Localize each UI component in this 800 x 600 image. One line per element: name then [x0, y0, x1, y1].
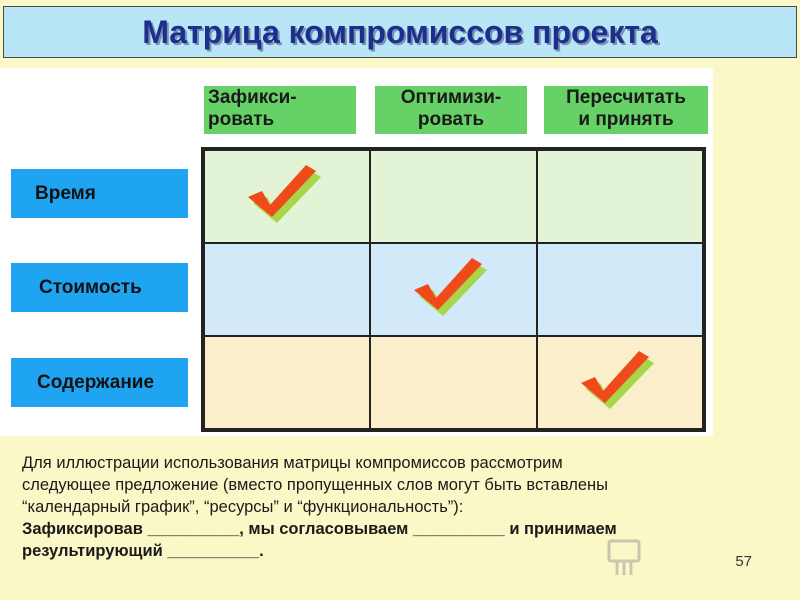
column-header-fix: Зафикси- ровать [204, 86, 356, 134]
checkmark-icon [411, 252, 491, 322]
row-header-time: Время [11, 169, 188, 218]
matrix-cell [537, 150, 703, 243]
matrix-cell [537, 336, 703, 429]
checkmark-icon [245, 159, 325, 229]
paragraph-line-3: “календарный график”, “ресурсы” и “функциональность”): [22, 498, 464, 516]
tradeoff-matrix [201, 147, 706, 432]
row-header-cost: Стоимость [11, 263, 188, 312]
paragraph-line-4: Зафиксировав __________, мы согласовываем __________ и принимаем [22, 520, 617, 538]
paragraph-line-5: результирующий __________. [22, 542, 264, 560]
row-header-scope: Содержание [11, 358, 188, 407]
matrix-cell [370, 243, 536, 336]
matrix-cell [537, 243, 703, 336]
checkmark-icon [578, 345, 658, 415]
slide-number: 57 [735, 553, 752, 570]
title-bar [3, 6, 797, 58]
column-header-optimize: Оптимизи- ровать [375, 86, 527, 134]
matrix-cell [204, 336, 370, 429]
watermark-icon [603, 537, 645, 579]
matrix-cell [370, 150, 536, 243]
column-header-recalc: Пересчитать и принять [544, 86, 708, 134]
page-title: Матрица компромиссов проекта [142, 13, 658, 50]
matrix-cell [204, 150, 370, 243]
paragraph-line-1: Для иллюстрации использования матрицы компромиссов рассмотрим [22, 454, 563, 472]
explanation-text [22, 452, 782, 562]
paragraph-line-2: следующее предложение (вместо пропущенных слов могут быть вставлены [22, 476, 608, 494]
matrix-cell [204, 243, 370, 336]
matrix-cell [370, 336, 536, 429]
